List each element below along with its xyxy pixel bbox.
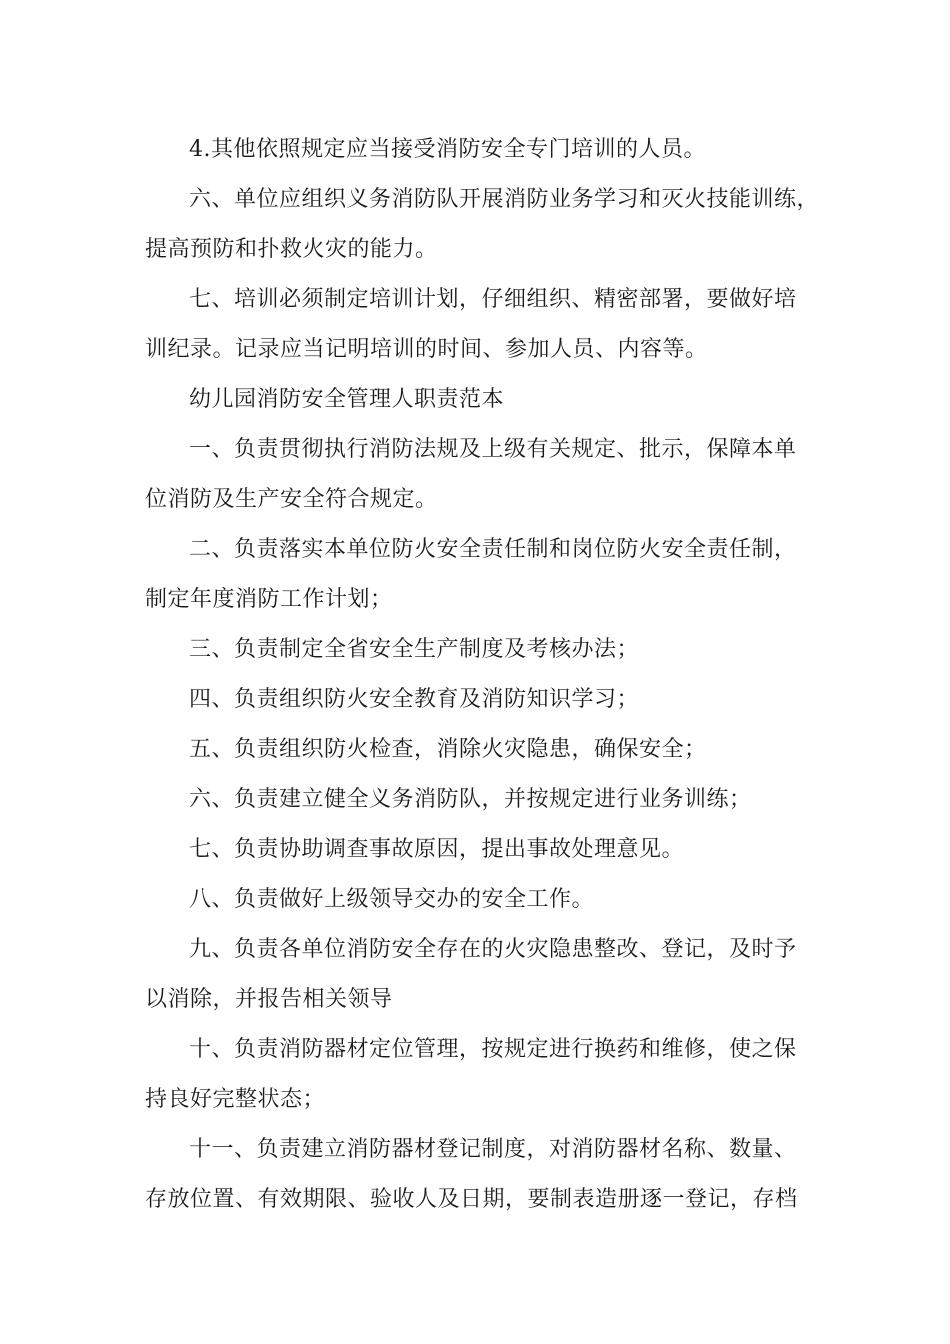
text-line: 八、负责做好上级领导交办的安全工作。 bbox=[189, 887, 595, 912]
text-line: 提高预防和扑救火灾的能力。 bbox=[145, 237, 438, 262]
text-line: 二、负责落实本单位防火安全责任制和岗位防火安全责任制， bbox=[189, 537, 797, 562]
section-heading: 幼儿园消防安全管理人职责范本 bbox=[189, 387, 505, 412]
text-line: 制定年度消防工作计划； bbox=[145, 587, 393, 612]
text-line: 四、负责组织防火安全教育及消防知识学习； bbox=[189, 687, 640, 712]
text-line: 4.其他依照规定应当接受消防安全专门培训的人员。 bbox=[189, 137, 706, 162]
text-line: 位消防及生产安全符合规定。 bbox=[145, 487, 438, 512]
text-line: 持良好完整状态； bbox=[145, 1087, 326, 1112]
text-line: 六、负责建立健全义务消防队，并按规定进行业务训练； bbox=[189, 787, 752, 812]
text-line: 五、负责组织防火检查，消除火灾隐患，确保安全； bbox=[189, 737, 707, 762]
text-line: 六、单位应组织义务消防队开展消防业务学习和灭火技能训练， bbox=[189, 187, 820, 212]
text-line: 七、培训必须制定培训计划，仔细组织、精密部署，要做好培 bbox=[189, 287, 797, 312]
document-body bbox=[145, 130, 820, 1230]
text-line: 存放位置、有效期限、验收人及日期，要制表造册逐一登记，存档 bbox=[145, 1187, 798, 1212]
text-line: 十、负责消防器材定位管理，按规定进行换药和维修，使之保 bbox=[189, 1037, 797, 1062]
text-line: 以消除，并报告相关领导 bbox=[145, 987, 393, 1012]
text-line: 一、负责贯彻执行消防法规及上级有关规定、批示，保障本单 bbox=[189, 437, 797, 462]
text-line: 七、负责协助调查事故原因，提出事故处理意见。 bbox=[189, 837, 685, 862]
text-line: 训纪录。记录应当记明培训的时间、参加人员、内容等。 bbox=[145, 337, 708, 362]
text-line: 九、负责各单位消防安全存在的火灾隐患整改、登记，及时予 bbox=[189, 937, 797, 962]
text-line: 三、负责制定全省安全生产制度及考核办法； bbox=[189, 637, 640, 662]
text-line: 十一、负责建立消防器材登记制度，对消防器材名称、数量、 bbox=[189, 1137, 797, 1162]
